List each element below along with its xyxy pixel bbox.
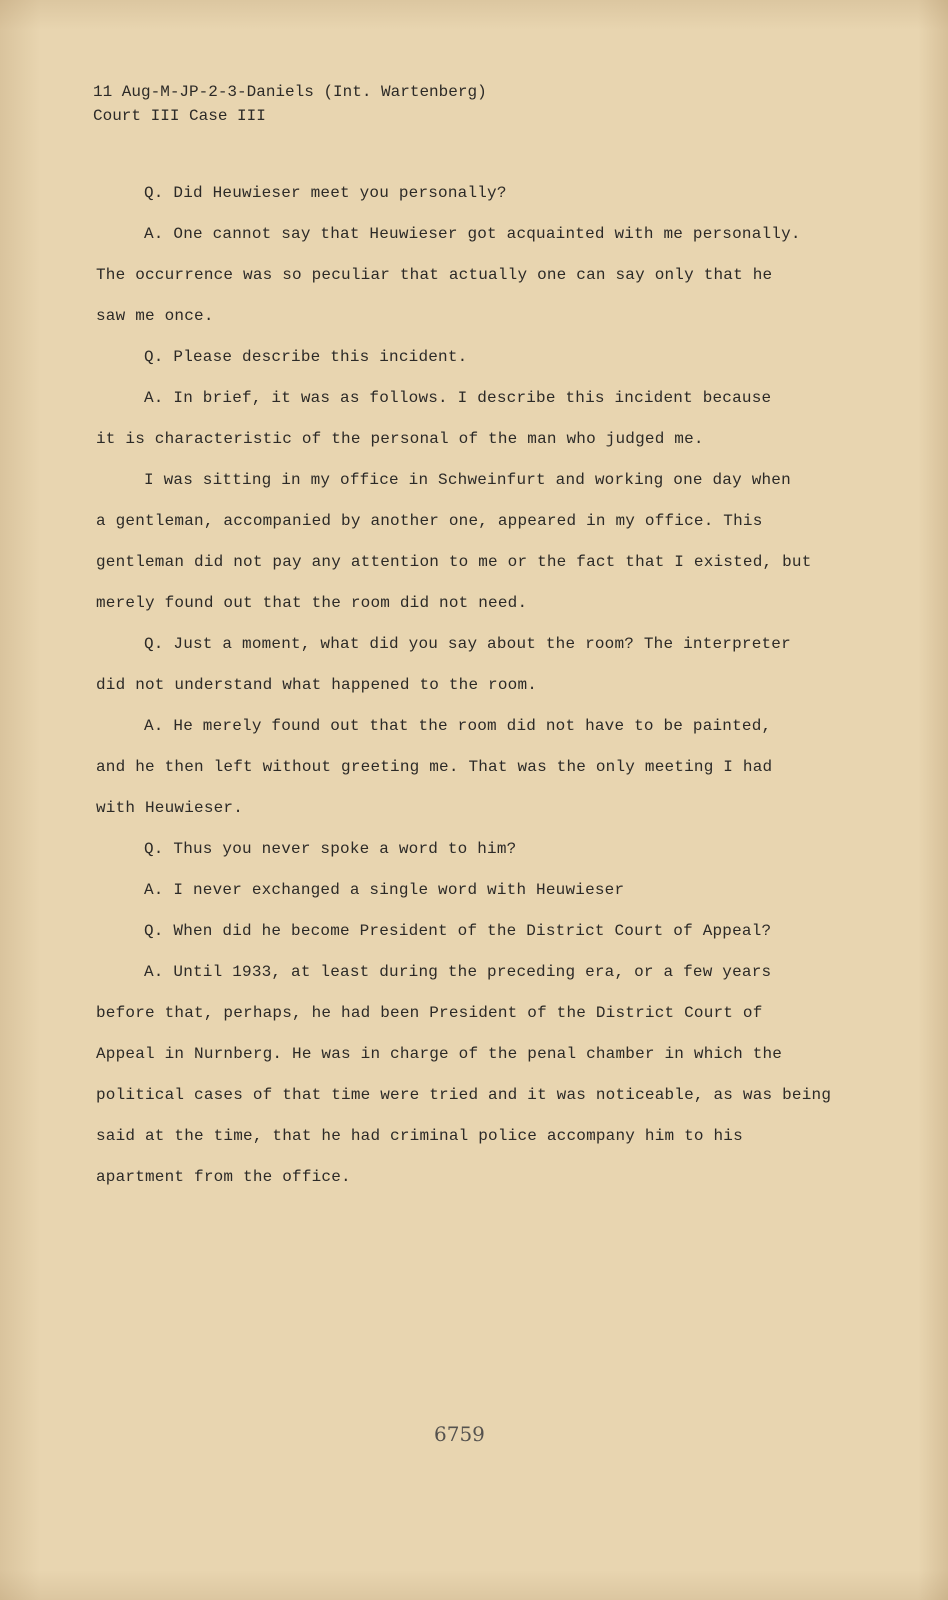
- transcript-line: I was sitting in my office in Schweinfurt and working one day when: [144, 471, 791, 489]
- transcript-line: A. Until 1933, at least during the preceding era, or a few years: [144, 963, 772, 981]
- transcript-line: Q. Please describe this incident.: [144, 348, 468, 366]
- transcript-line: Q. When did he become President of the District Court of Appeal?: [144, 922, 772, 940]
- transcript-line: The occurrence was so peculiar that actually one can say only that he: [96, 266, 773, 284]
- transcript-line: political cases of that time were tried and it was noticeable, as was being: [96, 1086, 832, 1104]
- transcript-line: a gentleman, accompanied by another one, appeared in my office. This: [96, 512, 763, 530]
- transcript-line: saw me once.: [96, 307, 214, 325]
- transcript-line: Q. Just a moment, what did you say about the room? The interpreter: [144, 635, 791, 653]
- transcript-line: A. One cannot say that Heuwieser got acquainted with me personally.: [144, 225, 801, 243]
- header-session-line: 11 Aug-M-JP-2-3-Daniels (Int. Wartenberg): [93, 83, 487, 101]
- transcript-line: Q. Did Heuwieser meet you personally?: [144, 184, 507, 202]
- transcript-line: and he then left without greeting me. That was the only meeting I had: [96, 758, 773, 776]
- page-number: 6759: [434, 1422, 485, 1446]
- transcript-line: gentleman did not pay any attention to me or the fact that I existed, but: [96, 553, 812, 571]
- transcript-line: A. I never exchanged a single word with Heuwieser: [144, 881, 625, 899]
- transcript-line: it is characteristic of the personal of the man who judged me.: [96, 430, 704, 448]
- transcript-line: Appeal in Nurnberg. He was in charge of the penal chamber in which the: [96, 1045, 783, 1063]
- transcript-line: with Heuwieser.: [96, 799, 244, 817]
- transcript-line: said at the time, that he had criminal police accompany him to his: [96, 1127, 743, 1145]
- transcript-line: did not understand what happened to the room.: [96, 676, 538, 694]
- transcript-line: merely found out that the room did not need.: [96, 594, 528, 612]
- transcript-line: apartment from the office.: [96, 1168, 351, 1186]
- transcript-line: before that, perhaps, he had been President of the District Court of: [96, 1004, 763, 1022]
- transcript-line: Q. Thus you never spoke a word to him?: [144, 840, 517, 858]
- header-court-line: Court III Case III: [93, 107, 266, 125]
- document-header: [93, 80, 487, 128]
- transcript-line: A. In brief, it was as follows. I describe this incident because: [144, 389, 772, 407]
- transcript-line: A. He merely found out that the room did not have to be painted,: [144, 717, 772, 735]
